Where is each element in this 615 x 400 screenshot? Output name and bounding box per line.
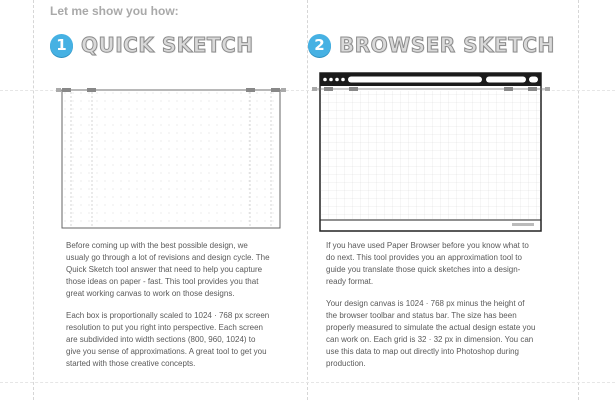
step-number-badge: 2 xyxy=(308,34,331,57)
quick-sketch-description xyxy=(66,240,271,380)
description-paragraph: Each box is proportionally scaled to 1024 · 768 px screen resolution to put you right into perspective. Each screen are subdivided into width sections (800, 960, 1024) to give you sense of approximations. A great tool to get you started with those creative concepts. xyxy=(66,311,270,368)
description-paragraph: Your design canvas is 1024 · 768 px minus the height of the browser toolbar and status bar. The size has been properly measured to simulate the actual design estate you can work on. Each grid is 32 · 32 px in dimension. You can use this data to map out directly into Photoshop during production. xyxy=(326,299,536,368)
intro-heading: Let me show you how: xyxy=(50,4,179,18)
browser-sketch-image xyxy=(312,70,550,235)
quick-sketch-image xyxy=(56,84,286,234)
guide-line xyxy=(33,0,34,400)
step-title: QUICK SKETCH xyxy=(81,33,254,57)
guide-line xyxy=(307,0,308,400)
guide-line xyxy=(0,382,615,383)
browser-sketch-header xyxy=(308,33,555,57)
quick-sketch-header xyxy=(50,33,253,57)
step-number-badge: 1 xyxy=(50,34,73,57)
description-paragraph: If you have used Paper Browser before you know what to do next. This tool provides you an approximation tool to guide you translate those quick sketches into a design-ready format. xyxy=(326,241,529,286)
browser-sketch-wireframe xyxy=(312,70,550,235)
description-paragraph: Before coming up with the best possible design, we usualy go through a lot of revisions and design cycle. The Quick Sketch tool answer that need to help you capture those ideas on paper - fast. This tool provides you that great working canvas to work on those designs. xyxy=(66,241,270,298)
quick-sketch-wireframe xyxy=(56,84,286,234)
step-title: BROWSER SKETCH xyxy=(339,33,555,57)
guide-line xyxy=(578,0,579,400)
browser-sketch-description xyxy=(326,240,536,380)
